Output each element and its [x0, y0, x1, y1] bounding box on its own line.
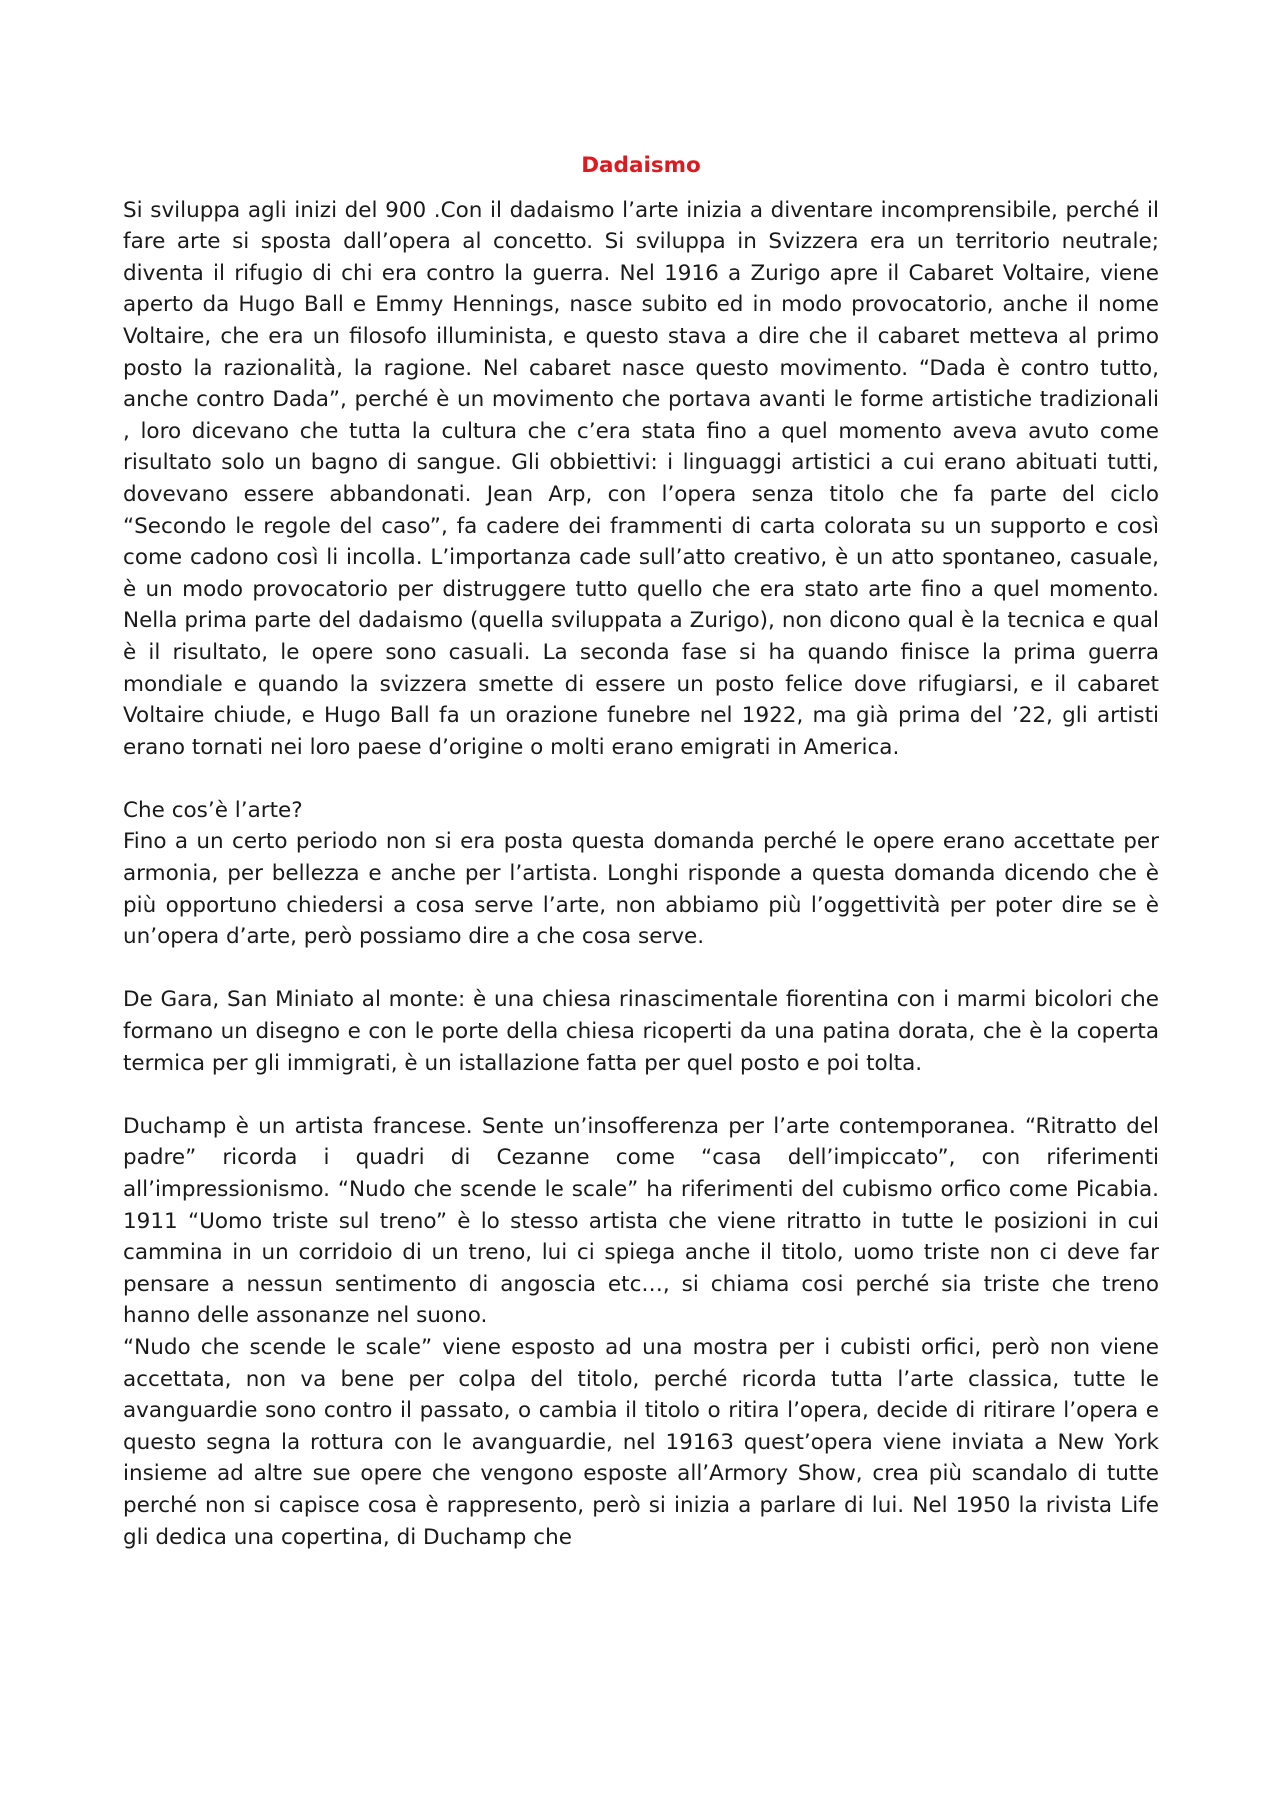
paragraph-nudo-scale: “Nudo che scende le scale” viene esposto ad una mostra per i cubisti orfici, però non viene accettata, non va bene per colpa del titolo, perché ricorda tutta l’arte classica, tutte le avanguardie sono contro il passato, o cambia il titolo o ritira l’opera, decide di ritirare l’opera e questo segna la rottura con le avanguardie, nel 19163 quest’opera viene inviata a New York insieme ad altre sue opere che vengono esposte all’Armory Show, crea più scandalo di tutte perché non si capisce cosa è rappresento, però si inizia a parlare di lui. Nel 1950 la rivista Life gli dedica una copertina, di Duchamp che: [123, 1334, 1159, 1550]
paragraph-de-gara: De Gara, San Miniato al monte: è una chiesa rinascimentale fiorentina con i marmi bicolori che formano un disegno e con le porte della chiesa ricoperti da una patina dorata, che è la coperta termica per gli immigrati, è un istallazione fatta per quel posto e poi tolta.: [123, 987, 1159, 1076]
paragraph-duchamp: Duchamp è un artista francese. Sente un’insofferenza per l’arte contemporanea. “Ritratto del padre” ricorda i quadri di Cezanne come “casa dell’impiccato”, con riferimenti all’impressionismo. “Nudo che scende le scale” ha riferimenti del cubismo orfico come Picabia. 1911 “Uomo triste sul treno” è lo stesso artista che viene ritratto in tutte le posizioni in cui cammina in un corridoio di un treno, lui ci spiega anche il titolo, uomo triste non ci deve far pensare a nessun sentimento di angoscia etc…, si chiama cosi perché sia triste che treno hanno delle assonanze nel suono.: [123, 1113, 1159, 1329]
paragraph-spacer: [123, 1079, 1159, 1111]
paragraph-what-is-art: Fino a un certo periodo non si era posta questa domanda perché le opere erano accettate per armonia, per bellezza e anche per l’artista. Longhi risponde a questa domanda dicendo che è più opportuno chiedersi a cosa serve l’arte, non abbiamo più l’oggettività per poter dire se è un’opera d’arte, però possiamo dire a che cosa serve.: [123, 829, 1159, 950]
paragraph-spacer: [123, 763, 1159, 795]
paragraph-spacer: [123, 953, 1159, 985]
paragraph-question-heading: Che cos’è l’arte?: [123, 797, 303, 823]
document-body: [123, 150, 1159, 1553]
document-title: Dadaismo: [581, 153, 701, 178]
paragraph-dadaismo-intro: Si sviluppa agli inizi del 900 .Con il dadaismo l’arte inizia a diventare incomprensibile, perché il fare arte si sposta dall’opera al concetto. Si sviluppa in Svizzera era un territorio neutrale; diventa il rifugio di chi era contro la guerra. Nel 1916 a Zurigo apre il Cabaret Voltaire, viene aperto da Hugo Ball e Emmy Hennings, nasce subito ed in modo provocatorio, anche il nome Voltaire, che era un filosofo illuminista, e questo stava a dire che il cabaret metteva al primo posto la razionalità, la ragione. Nel cabaret nasce questo movimento. “Dada è contro tutto, anche contro Dada”, perché è un movimento che portava avanti le forme artistiche tradizionali , loro dicevano che tutta la cultura che c’era stata fino a quel momento aveva avuto come risultato solo un bagno di sangue. Gli obbiettivi: i linguaggi artistici a cui erano abituati tutti, dovevano essere abbandonati. Jean Arp, con l’opera senza titolo che fa parte del ciclo “Secondo le regole del caso”, fa cadere dei frammenti di carta colorata su un supporto e così come cadono così li incolla. L’importanza cade sull’atto creativo, è un atto spontaneo, casuale, è un modo provocatorio per distruggere tutto quello che era stato arte fino a quel momento. Nella prima parte del dadaismo (quella sviluppata a Zurigo), non dicono qual è la tecnica e qual è il risultato, le opere sono casuali. La seconda fase si ha quando finisce la prima guerra mondiale e quando la svizzera smette di essere un posto felice dove rifugiarsi, e il cabaret Voltaire chiude, e Hugo Ball fa un orazione funebre nel 1922, ma già prima del ’22, gli artisti erano tornati nei loro paese d’origine o molti erano emigrati in America.: [123, 197, 1159, 760]
